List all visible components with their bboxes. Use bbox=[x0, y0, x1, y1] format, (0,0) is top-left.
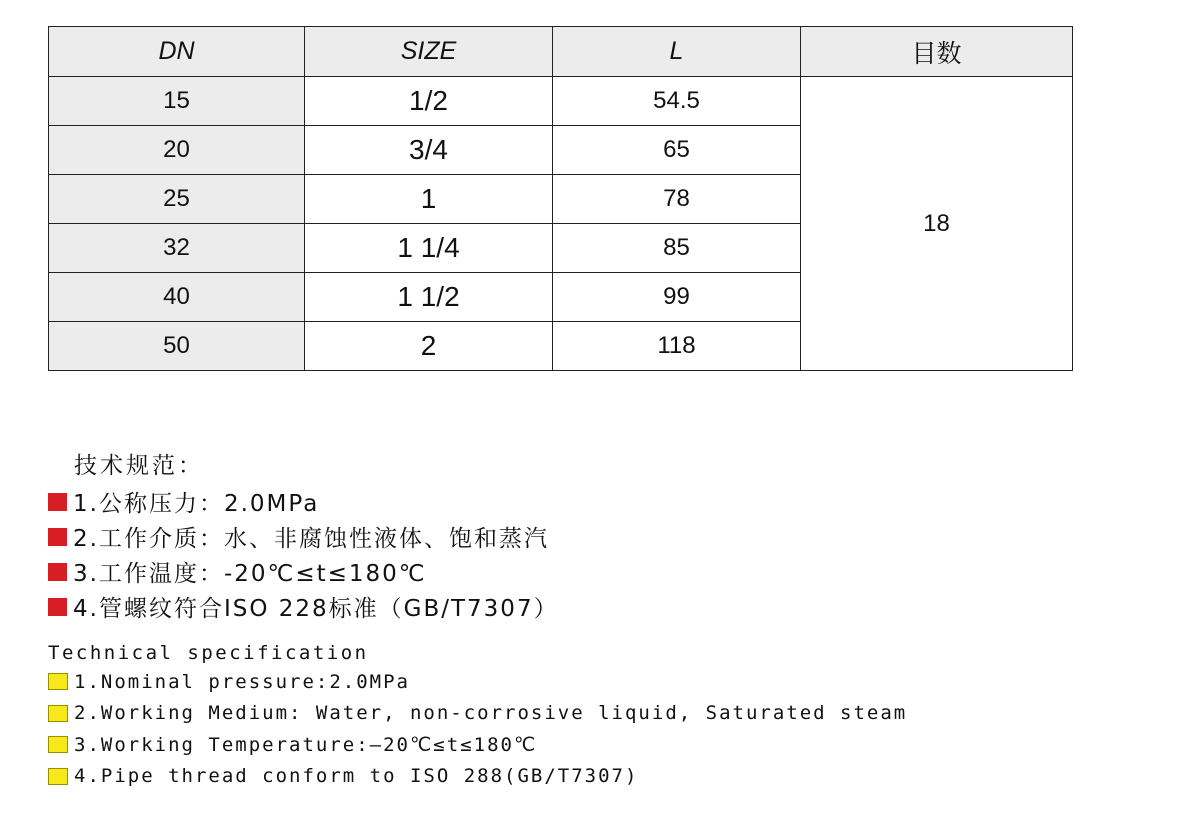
cn-spec-item bbox=[48, 484, 559, 519]
cell-dn: 40 bbox=[49, 273, 305, 322]
cell-l: 99 bbox=[553, 273, 801, 322]
header-size: SIZE bbox=[305, 27, 553, 77]
cn-spec-text: 4.管螺纹符合ISO 228标准（GB/T7307） bbox=[73, 596, 559, 622]
red-square-icon bbox=[48, 563, 67, 581]
en-spec-item bbox=[48, 729, 907, 761]
header-dn: DN bbox=[49, 27, 305, 77]
red-square-icon bbox=[48, 528, 67, 546]
table-row bbox=[49, 77, 1073, 126]
cell-l: 54.5 bbox=[553, 77, 801, 126]
size-table bbox=[48, 26, 1073, 371]
cell-l: 65 bbox=[553, 126, 801, 175]
cn-spec-item bbox=[48, 519, 559, 554]
en-spec-title: Technical specification bbox=[48, 642, 369, 664]
table-header-row bbox=[49, 27, 1073, 77]
cell-dn: 15 bbox=[49, 77, 305, 126]
yellow-square-icon bbox=[48, 736, 68, 753]
cell-size: 2 bbox=[305, 322, 553, 371]
en-spec-text: 4.Pipe thread conform to ISO 288(GB/T7307) bbox=[74, 765, 639, 788]
cell-size: 3/4 bbox=[305, 126, 553, 175]
cell-l: 78 bbox=[553, 175, 801, 224]
cn-spec-item bbox=[48, 554, 559, 589]
cn-spec-text: 3.工作温度：-20℃≤t≤180℃ bbox=[73, 561, 427, 587]
en-spec-text: 2.Working Medium: Water, non-corrosive liquid, Saturated steam bbox=[74, 702, 908, 725]
yellow-square-icon bbox=[48, 673, 68, 690]
en-spec-section bbox=[48, 640, 907, 792]
yellow-square-icon bbox=[48, 705, 68, 722]
red-square-icon bbox=[48, 598, 67, 616]
en-spec-text: 3.Working Temperature:—20℃≤t≤180℃ bbox=[74, 733, 538, 756]
header-mesh: 目数 bbox=[801, 27, 1073, 77]
cell-mesh: 18 bbox=[801, 77, 1073, 371]
cell-dn: 50 bbox=[49, 322, 305, 371]
cn-spec-section bbox=[48, 448, 559, 624]
cell-size: 1 1/2 bbox=[305, 273, 553, 322]
cell-dn: 20 bbox=[49, 126, 305, 175]
cn-spec-text: 1.公称压力：2.0MPa bbox=[73, 491, 320, 517]
cell-size: 1/2 bbox=[305, 77, 553, 126]
cell-l: 118 bbox=[553, 322, 801, 371]
en-spec-item bbox=[48, 698, 907, 730]
cell-dn: 32 bbox=[49, 224, 305, 273]
cell-l: 85 bbox=[553, 224, 801, 273]
header-l: L bbox=[553, 27, 801, 77]
cell-size: 1 bbox=[305, 175, 553, 224]
cell-size: 1 1/4 bbox=[305, 224, 553, 273]
en-spec-item bbox=[48, 666, 907, 698]
en-spec-text: 1.Nominal pressure:2.0MPa bbox=[74, 670, 410, 693]
yellow-square-icon bbox=[48, 768, 68, 785]
cell-dn: 25 bbox=[49, 175, 305, 224]
cn-spec-title: 技术规范： bbox=[74, 453, 204, 479]
cn-spec-item bbox=[48, 589, 559, 624]
cn-spec-text: 2.工作介质：水、非腐蚀性液体、饱和蒸汽 bbox=[73, 526, 549, 552]
en-spec-item bbox=[48, 761, 907, 793]
red-square-icon bbox=[48, 493, 67, 511]
